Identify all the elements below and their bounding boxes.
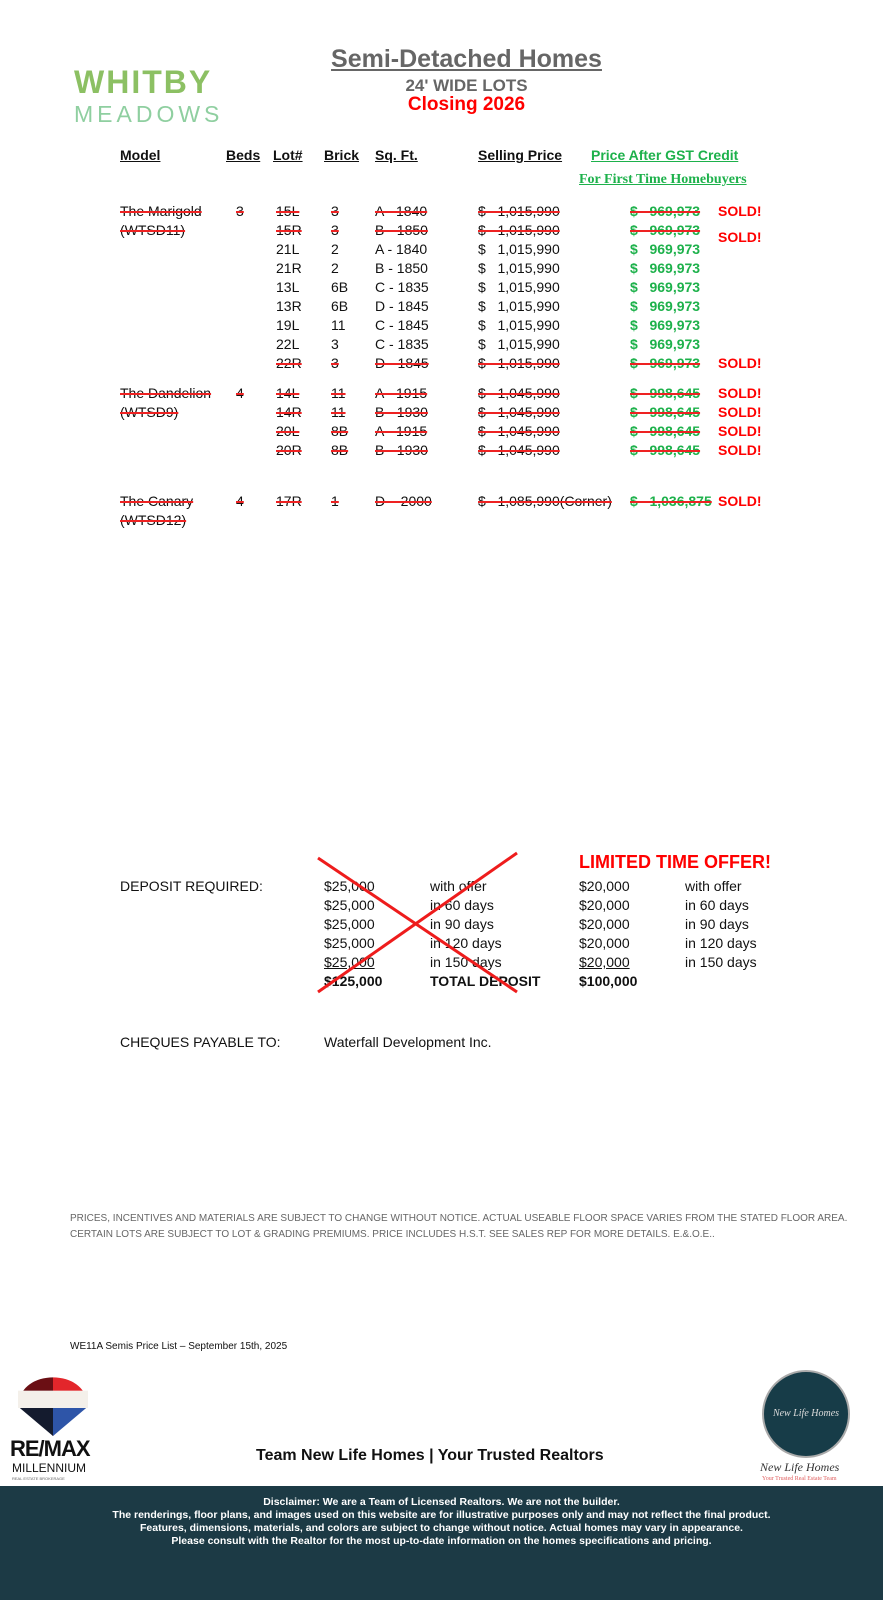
- model-name: The Marigold: [120, 203, 202, 219]
- selling-price: $ 1,015,990: [478, 260, 560, 276]
- old-deposit-amount: $25,000: [324, 878, 375, 894]
- sqft-value: B - 1850: [375, 222, 428, 238]
- model-name: The Dandelion: [120, 385, 212, 401]
- gst-price: $ 969,973: [630, 279, 701, 295]
- gst-price: $ 969,973: [630, 203, 701, 219]
- brick-value: 6B: [331, 279, 349, 295]
- sold-badge: SOLD!: [718, 423, 762, 439]
- whitby-logo-line1: WHITBY: [74, 64, 213, 100]
- old-deposit-term: in 90 days: [430, 916, 494, 932]
- lot-number: 13R: [276, 298, 302, 314]
- selling-price: $ 1,015,990: [478, 336, 560, 352]
- crossed-out-x: [300, 845, 530, 1000]
- brick-value: 8B: [331, 442, 349, 458]
- sqft-value: C - 1835: [375, 336, 429, 352]
- sqft-value: D – 2000: [375, 493, 432, 509]
- new-deposit-total: $100,000: [579, 973, 638, 989]
- beds-value: 4: [236, 385, 244, 401]
- selling-price: $ 1,015,990: [478, 355, 560, 371]
- gst-price: $ 998,645: [630, 404, 701, 420]
- brick-value: 3: [331, 203, 339, 219]
- old-deposit-term: in 150 days: [430, 954, 502, 970]
- sqft-value: D - 1845: [375, 355, 429, 371]
- nlh-sub: Your Trusted Real Estate Team: [762, 1476, 837, 1482]
- brick-value: 11: [331, 385, 346, 401]
- lot-number: 14L: [276, 385, 300, 401]
- cheques-value: Waterfall Development Inc.: [324, 1034, 492, 1050]
- sold-badge: SOLD!: [718, 442, 762, 458]
- gst-price: $ 998,645: [630, 423, 701, 439]
- closing-year: Closing 2026: [407, 94, 526, 115]
- new-deposit-term: in 150 days: [685, 954, 757, 970]
- sold-badge: SOLD!: [718, 229, 762, 245]
- new-deposit-term: in 60 days: [685, 897, 749, 913]
- lot-number: 22R: [276, 355, 302, 371]
- col-brick: Brick: [324, 147, 360, 163]
- new-deposit-amount: $20,000: [579, 878, 630, 894]
- gst-price: $ 969,973: [630, 336, 701, 352]
- cheques-label: CHEQUES PAYABLE TO:: [120, 1034, 281, 1050]
- selling-price: $ 1,015,990: [478, 279, 560, 295]
- model-name: The Canary: [120, 493, 194, 509]
- new-deposit-term: with offer: [685, 878, 742, 894]
- model-name: (WTSD9): [120, 404, 179, 420]
- col-gst-sub: For First Time Homebuyers: [579, 172, 747, 187]
- remax-brokerage: REAL ESTATE BROKERAGE: [12, 1476, 65, 1481]
- sqft-value: A - 1915: [375, 385, 428, 401]
- old-deposit-term: in 120 days: [430, 935, 502, 951]
- gst-price: $ 998,645: [630, 442, 701, 458]
- disclaimer-line: Disclaimer: We are a Team of Licensed Realtors. We are not the builder.: [263, 1496, 620, 1508]
- col-model: Model: [120, 147, 161, 163]
- sqft-value: A - 1840: [375, 241, 428, 257]
- lot-number: 21L: [276, 241, 300, 257]
- new-deposit-amount: $20,000: [579, 935, 630, 951]
- old-deposit-amount: $25,000: [324, 897, 375, 913]
- sold-badge: SOLD!: [718, 355, 762, 371]
- col-lot: Lot#: [273, 147, 303, 163]
- sqft-value: A - 1840: [375, 203, 428, 219]
- sqft-value: C - 1835: [375, 279, 429, 295]
- new-deposit-amount: $20,000: [579, 916, 630, 932]
- whitby-logo-line2: MEADOWS: [74, 101, 224, 127]
- gst-price: $ 969,973: [630, 298, 701, 314]
- gst-price: $ 1,036,875: [630, 493, 712, 509]
- selling-price: $ 1,045,990: [478, 423, 560, 439]
- col-gst: Price After GST Credit: [591, 147, 739, 163]
- model-name: (WTSD11): [120, 222, 186, 238]
- old-deposit-term: in 60 days: [430, 897, 494, 913]
- new-deposit-amount: $20,000: [579, 897, 630, 913]
- selling-price: $ 1,015,990: [478, 203, 560, 219]
- pricelist-id: WE11A Semis Price List – September 15th, 2025: [70, 1341, 288, 1352]
- lot-number: 14R: [276, 404, 302, 420]
- lot-number: 15R: [276, 222, 302, 238]
- sold-badge: SOLD!: [718, 385, 762, 401]
- disclaimer-line: Features, dimensions, materials, and colors are subject to change without notice. Actual homes may vary in appearance.: [140, 1522, 743, 1534]
- gst-price: $ 969,973: [630, 317, 701, 333]
- selling-price: $ 1,015,990: [478, 241, 560, 257]
- team-tagline: Team New Life Homes | Your Trusted Realtors: [256, 1447, 604, 1464]
- gst-price: $ 998,645: [630, 385, 701, 401]
- selling-price: $ 1,015,990: [478, 298, 560, 314]
- beds-value: 3: [236, 203, 244, 219]
- old-deposit-amount: $25,000: [324, 935, 375, 951]
- brick-value: 1: [331, 493, 339, 509]
- brick-value: 2: [331, 241, 339, 257]
- gst-price: $ 969,973: [630, 355, 701, 371]
- lot-number: 13L: [276, 279, 300, 295]
- col-price: Selling Price: [478, 147, 563, 163]
- new-deposit-term: in 90 days: [685, 916, 749, 932]
- lot-number: 17R: [276, 493, 302, 509]
- old-deposit-total: $125,000: [324, 973, 383, 989]
- selling-price: $ 1,045,990: [478, 385, 560, 401]
- brick-value: 11: [331, 317, 346, 333]
- gst-price: $ 969,973: [630, 222, 701, 238]
- beds-value: 4: [236, 493, 244, 509]
- sqft-value: B - 1930: [375, 442, 428, 458]
- lot-number: 21R: [276, 260, 302, 276]
- new-deposit-amount: $20,000: [579, 954, 630, 970]
- gst-price: $ 969,973: [630, 241, 701, 257]
- lot-number: 19L: [276, 317, 300, 333]
- remax-balloon-icon: [18, 1376, 88, 1436]
- old-deposit-total-label: TOTAL DEPOSIT: [430, 973, 541, 989]
- sold-badge: SOLD!: [718, 404, 762, 420]
- brick-value: 2: [331, 260, 339, 276]
- sqft-value: A - 1915: [375, 423, 428, 439]
- disclaimer-line: Please consult with the Realtor for the most up-to-date information on the homes specifications and pricing.: [171, 1535, 712, 1547]
- lot-number: 15L: [276, 203, 300, 219]
- brick-value: 3: [331, 222, 339, 238]
- col-beds: Beds: [226, 147, 261, 163]
- old-deposit-amount: $25,000: [324, 954, 375, 970]
- sold-badge: SOLD!: [718, 493, 762, 509]
- disclaimer-line: The renderings, floor plans, and images used on this website are for illustrative purposes only and may not reflect the final product.: [112, 1509, 771, 1521]
- brick-value: 3: [331, 355, 339, 371]
- brick-value: 3: [331, 336, 339, 352]
- lot-number: 22L: [276, 336, 300, 352]
- selling-price: $ 1,085,990(Corner): [478, 493, 612, 509]
- brick-value: 8B: [331, 423, 349, 439]
- sold-badge: SOLD!: [718, 203, 762, 219]
- selling-price: $ 1,015,990: [478, 222, 560, 238]
- sqft-value: B - 1850: [375, 260, 428, 276]
- remax-millennium: MILLENNIUM: [12, 1461, 87, 1475]
- model-name: (WTSD12): [120, 512, 187, 528]
- selling-price: $ 1,045,990: [478, 404, 560, 420]
- sqft-value: D - 1845: [375, 298, 429, 314]
- deposit-label: DEPOSIT REQUIRED:: [120, 878, 263, 894]
- new-life-homes-seal: New Life Homes: [762, 1370, 850, 1458]
- lot-number: 20L: [276, 423, 300, 439]
- page-subtitle: 24' WIDE LOTS: [405, 76, 528, 95]
- sqft-value: B - 1930: [375, 404, 428, 420]
- notice-line-2: CERTAIN LOTS ARE SUBJECT TO LOT & GRADING PREMIUMS. PRICE INCLUDES H.S.T. SEE SALES REP FOR MORE DETAILS. E.&.O.E..: [70, 1229, 715, 1240]
- selling-price: $ 1,045,990: [478, 442, 560, 458]
- old-deposit-amount: $25,000: [324, 916, 375, 932]
- old-deposit-term: with offer: [430, 878, 487, 894]
- sqft-value: C - 1845: [375, 317, 429, 333]
- new-deposit-term: in 120 days: [685, 935, 757, 951]
- limited-offer-title: LIMITED TIME OFFER!: [579, 852, 771, 872]
- brick-value: 11: [331, 404, 346, 420]
- nlh-logo-text: New Life Homes: [760, 1460, 840, 1474]
- col-sqft: Sq. Ft.: [375, 147, 418, 163]
- notice-line-1: PRICES, INCENTIVES AND MATERIALS ARE SUBJECT TO CHANGE WITHOUT NOTICE. ACTUAL USEABLE FLOOR SPACE VARIES FROM THE STATED FLOOR AREA.: [70, 1213, 848, 1224]
- brick-value: 6B: [331, 298, 349, 314]
- disclaimer-footer: [0, 1486, 883, 1600]
- page-title: Semi-Detached Homes: [331, 45, 602, 73]
- gst-price: $ 969,973: [630, 260, 701, 276]
- selling-price: $ 1,015,990: [478, 317, 560, 333]
- remax-logo-text: RE/MAX: [10, 1436, 90, 1461]
- lot-number: 20R: [276, 442, 302, 458]
